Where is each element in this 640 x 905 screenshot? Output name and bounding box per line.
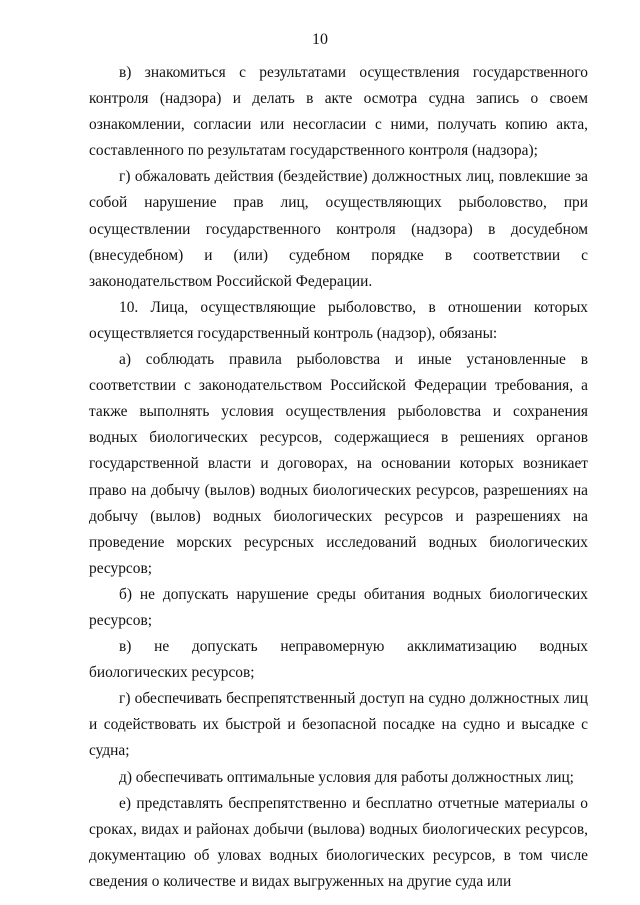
paragraph-section-10: 10. Лица, осуществляющие рыболовство, в отношении которых осуществляется государственный контроль (надзор), обязаны: — [89, 298, 588, 342]
paragraph-item-v-acclimatization: в) не допускать неправомерную акклиматизацию водных биологических ресурсов; — [89, 638, 588, 682]
paragraph-item-e-reports: е) представлять беспрепятственно и бесплатно отчетные материалы о сроках, видах и районах добычи (вылова) водных биологических ресурсов, документацию об уловах водных биологических ресурсов, в том числе сведения о количестве и видах выгруженных на другие суда или — [89, 794, 588, 890]
paragraph-item-g-appeal: г) обжаловать действия (бездействие) должностных лиц, повлекшие за собой нарушение прав лиц, осуществляющих рыболовство, при осуществлении государственного контроля (надзора) в досудебном (внесудебном) и (или) судебном порядке в соответствии с законодательством Российской Федерации. — [89, 168, 588, 290]
paragraph-item-b-habitat: б) не допускать нарушение среды обитания водных биологических ресурсов; — [89, 585, 588, 629]
paragraph-item-v-familiarize: в) знакомиться с результатами осуществления государственного контроля (надзора) и делать в акте осмотра судна запись о своем ознакомлении, согласии или несогласии с ними, получать копию акта, составленного по результатам государственного контроля (надзора); — [89, 64, 588, 160]
paragraph-item-d-conditions: д) обеспечивать оптимальные условия для работы должностных лиц; — [119, 768, 574, 786]
document-body — [89, 60, 588, 895]
paragraph-item-g-access: г) обеспечивать беспрепятственный доступ на судно должностных лиц и содействовать их быстрой и безопасной посадке на судно и высадке с судна; — [89, 690, 588, 760]
page-number: 10 — [312, 31, 328, 48]
paragraph-item-a-comply: а) соблюдать правила рыболовства и иные установленные в соответствии с законодательством Российской Федерации требования, а также выполнять условия осуществления рыболовства и сохранения водных биологических ресурсов, содержащиеся в решениях органов государственной власти и договорах, на основании которых возникает право на добычу (вылов) водных биологических ресурсов, разрешениях на добычу (вылов) водных биологических ресурсов и разрешениях на проведение морских ресурсных исследований водных биологических ресурсов; — [89, 351, 588, 577]
